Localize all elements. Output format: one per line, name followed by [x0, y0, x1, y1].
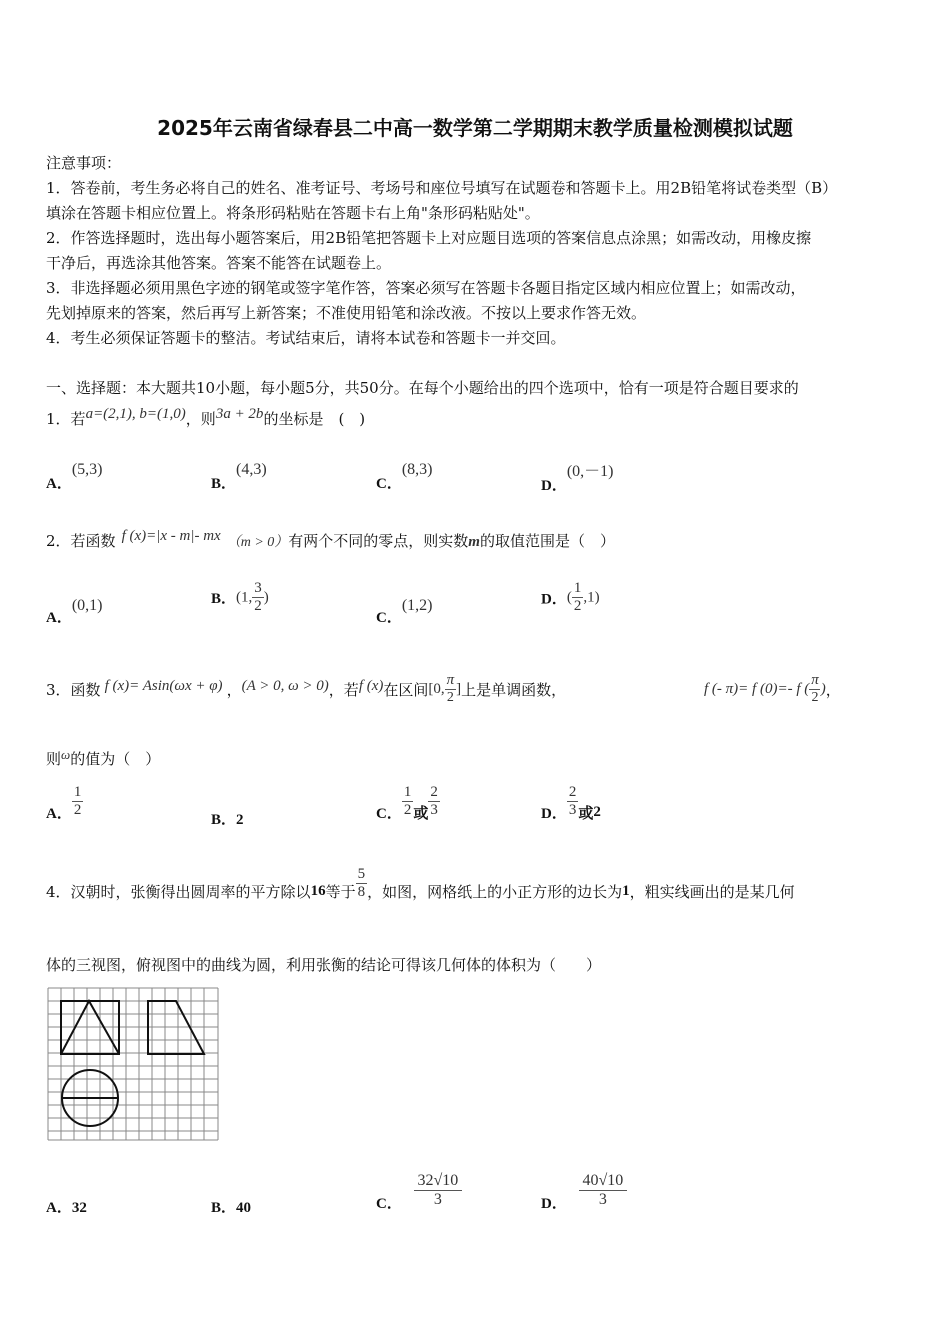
q2-text-post: 有两个不同的零点，则实数	[288, 532, 469, 550]
q3-eq-left: f (- π)= f (0)=- f (	[704, 680, 810, 697]
option-value: (1,	[236, 589, 253, 606]
fraction-numerator: 1	[573, 580, 582, 596]
three-view-figure	[46, 986, 220, 1142]
fraction-denominator: 2	[403, 802, 412, 819]
q4-option-d[interactable]	[541, 1172, 627, 1213]
notice-line: 2．作答选择题时，选出每小题答案后，用2B铅笔把答题卡上对应题目选项的答案信息点涂黑；如需改动，用橡皮擦	[46, 229, 812, 247]
option-value: 32	[71, 1200, 87, 1216]
q3-math-fx: f (x)	[358, 677, 384, 694]
option-value: (	[566, 589, 572, 606]
fraction	[414, 1172, 462, 1210]
q2-option-d[interactable]	[541, 580, 600, 616]
fraction-numerator: 40√10	[582, 1172, 624, 1189]
question-2	[46, 530, 615, 551]
fraction-denominator: 2	[573, 598, 582, 615]
q3-line2-post: 的值为（ ）	[70, 750, 161, 768]
option-value: 2	[593, 804, 601, 821]
q4-option-b[interactable]	[211, 1196, 251, 1217]
fraction-numerator: 2	[430, 784, 438, 800]
fraction-numerator: π	[446, 672, 455, 688]
option-value: )	[263, 589, 269, 606]
fraction-denominator: 2	[73, 802, 82, 819]
fraction	[567, 784, 579, 820]
option-letter: C．	[376, 610, 402, 626]
q3-option-c[interactable]	[376, 784, 440, 823]
q4-option-a[interactable]	[46, 1196, 87, 1217]
option-or: 或	[413, 804, 429, 823]
fraction	[579, 1172, 627, 1210]
fraction	[428, 784, 440, 820]
q3-text-mid2: 在区间	[383, 680, 429, 699]
q1-math-expr: 3a + 2b	[215, 406, 264, 422]
q4-number-1: 1	[622, 883, 630, 900]
option-or: 或	[578, 804, 594, 823]
q1-text-mid: ，则	[185, 410, 216, 428]
q4-text-post: ，如图，网格纸上的小正方形的边长为	[367, 883, 623, 902]
q3-text-mid: ，若	[328, 680, 359, 699]
fraction	[402, 784, 414, 820]
option-value: (0,1)	[71, 597, 103, 614]
section-heading: 一、选择题：本大题共10小题，每小题5分，共50分。在每个小题给出的四个选项中，恰有一项是符合题目要求的	[46, 379, 799, 397]
fraction	[72, 784, 84, 820]
q1-option-d[interactable]	[541, 458, 614, 494]
option-letter: D．	[541, 591, 567, 608]
option-letter: A．	[46, 806, 72, 823]
fraction	[252, 580, 264, 616]
q4-number-16: 16	[310, 883, 326, 900]
fraction-denominator: 2	[446, 690, 454, 706]
notice-line: 4．考生必须保证答题卡的整洁。考试结束后，请将本试卷和答题卡一并交回。	[46, 329, 566, 347]
fraction-denominator: 2	[254, 598, 262, 615]
q1-option-b[interactable]	[211, 458, 267, 492]
option-letter: D．	[541, 806, 567, 823]
notice-line: 填涂在答题卡相应位置上。将条形码粘贴在答题卡右上角"条形码粘贴处"。	[46, 204, 540, 222]
fraction	[809, 672, 821, 706]
notice-line: 1．答卷前，考生务必将自己的姓名、准考证号、考场号和座位号填写在试题卷和答题卡上。用2B铅笔将试卷类型（B）	[46, 179, 838, 197]
fraction-denominator: 3	[430, 802, 438, 819]
question-number: 1．	[46, 410, 71, 428]
q3-text-mid3: 上是单调函数，	[461, 680, 567, 699]
fraction-denominator: 8	[357, 884, 366, 901]
fraction-denominator: 3	[568, 802, 577, 819]
question-number: 2．	[46, 532, 71, 550]
grid-lines	[48, 988, 218, 1140]
option-letter: D．	[541, 478, 567, 494]
q2-option-c[interactable]	[376, 594, 433, 626]
q3-option-b[interactable]	[211, 808, 244, 829]
q3-line2-pre: 则	[46, 750, 62, 768]
q3-math-function: f (x)= Asin(ωx + φ)	[104, 677, 223, 694]
fraction-numerator: 5	[357, 866, 366, 882]
q3-interval: [0,	[428, 680, 445, 697]
q4-text-mid: 等于	[325, 883, 356, 902]
q1-option-a[interactable]	[46, 458, 103, 492]
option-letter: C．	[376, 806, 402, 823]
notice-line: 干净后，再选涂其他答案。答案不能答在试题卷上。	[46, 254, 392, 272]
option-value: 40	[236, 1200, 252, 1216]
fraction-numerator: 3	[254, 580, 262, 596]
option-letter: A．	[46, 610, 72, 626]
option-value: (0,－1)	[566, 463, 614, 480]
fraction-denominator: 2	[811, 690, 819, 706]
q3-math-condition: (A > 0, ω > 0)	[241, 677, 329, 694]
question-3	[46, 672, 566, 706]
fraction-numerator: 1	[403, 784, 412, 800]
fraction-numerator: 1	[73, 784, 82, 800]
option-value: (4,3)	[236, 461, 267, 478]
q3-omega: ω	[61, 747, 71, 762]
q3-eq-right: )	[820, 680, 826, 697]
option-value: 2	[236, 812, 244, 828]
fraction-numerator: 2	[568, 784, 577, 800]
q3-option-a[interactable]	[46, 784, 83, 823]
q2-option-a[interactable]	[46, 594, 103, 626]
q1-math-vectors: a=(2,1), b=(1,0)	[85, 406, 186, 422]
option-letter: B．	[211, 476, 237, 492]
question-4	[46, 866, 795, 902]
option-value: (1,2)	[401, 597, 433, 614]
question-number: 3．	[46, 680, 71, 699]
q3-text: 函数	[70, 680, 101, 699]
q4-text: 汉朝时，张衡得出圆周率的平方除以	[70, 883, 311, 902]
q2-math-condition: （m > 0）	[226, 535, 289, 550]
option-letter: A．	[46, 1200, 72, 1216]
q1-text: 若	[70, 410, 86, 428]
option-letter: C．	[376, 476, 402, 492]
q3-interval-end: ]	[456, 680, 462, 697]
q1-text-post: 的坐标是 ( )	[263, 410, 366, 428]
q3-line2	[46, 748, 160, 769]
fraction-numerator: 32√10	[417, 1172, 459, 1189]
fraction-denominator: 3	[579, 1190, 627, 1209]
q4-line2: 体的三视图，俯视图中的曲线为圆，利用张衡的结论可得该几何体的体积为（ ）	[46, 956, 602, 974]
q2-var-m: m	[468, 534, 480, 550]
notice-heading: 注意事项：	[46, 154, 122, 172]
fraction	[356, 866, 368, 902]
option-letter: A．	[46, 476, 72, 492]
question-number: 4．	[46, 883, 71, 902]
q2-text: 若函数	[70, 532, 116, 550]
fraction-numerator: π	[811, 672, 819, 688]
notice-line: 3．非选择题必须用黑色字迹的钢笔或签字笔作答，答案必须写在答题卡各题目指定区域内相应位置上；如需改动，	[46, 279, 806, 297]
q1-option-c[interactable]	[376, 458, 433, 492]
q2-math-function: f (x)=|x - m|- mx	[121, 528, 221, 544]
option-letter: B．	[211, 812, 237, 828]
option-value: ,1)	[583, 589, 600, 606]
fraction-denominator: 3	[414, 1190, 462, 1209]
option-value: (5,3)	[71, 461, 103, 478]
q2-text-post2: 的取值范围是（ ）	[479, 532, 615, 550]
option-letter: D．	[541, 1196, 567, 1213]
notice-line: 先划掉原来的答案，然后再写上新答案；不准使用铅笔和涂改液。不按以上要求作答无效。	[46, 304, 647, 322]
option-value: (8,3)	[401, 461, 433, 478]
q3-option-d[interactable]	[541, 784, 601, 823]
q3-equation	[704, 672, 841, 706]
question-1	[46, 408, 365, 429]
option-letter: B．	[211, 591, 237, 608]
option-letter: B．	[211, 1200, 237, 1216]
fraction	[572, 580, 584, 616]
q4-option-c[interactable]	[376, 1172, 462, 1213]
fraction	[445, 672, 457, 706]
option-letter: C．	[376, 1196, 402, 1213]
exam-title: 2025年云南省绿春县二中高一数学第二学期期末教学质量检测模拟试题	[157, 116, 793, 140]
q3-text-comma: ，	[226, 680, 242, 699]
q4-text-post2: ，粗实线画出的是某几何	[629, 883, 795, 902]
q3-eq-end: ，	[825, 680, 841, 699]
q2-option-b[interactable]	[211, 580, 269, 616]
